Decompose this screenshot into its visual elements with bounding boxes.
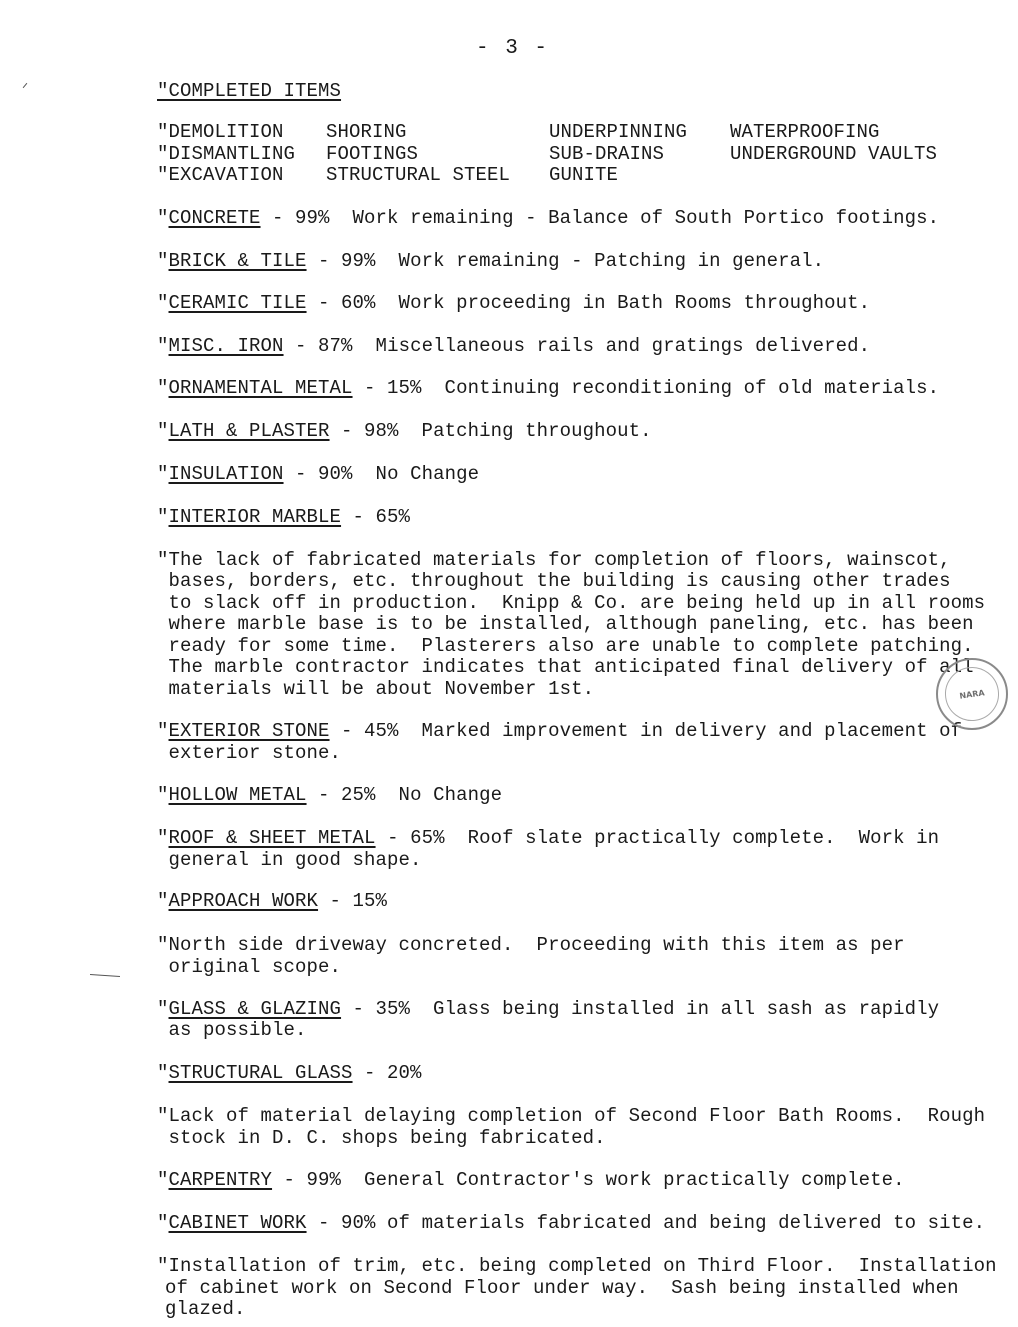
pencil-mark xyxy=(23,83,28,88)
item-name: CERAMIC TILE xyxy=(168,292,307,314)
completed-list-item: "DEMOLITION xyxy=(157,121,284,143)
quote-mark: " xyxy=(157,506,169,528)
item-status: - 99% General Contractor's work practically complete. xyxy=(272,1169,905,1191)
quote-mark: " xyxy=(157,890,169,912)
quote-mark: " xyxy=(157,463,169,485)
paragraph-line: "The lack of fabricated materials for completion of floors, wainscot, xyxy=(157,549,951,571)
item-status: - 87% Miscellaneous rails and gratings delivered. xyxy=(283,335,871,357)
completed-list-item: SUB-DRAINS xyxy=(549,143,665,165)
item-misc-iron xyxy=(157,336,870,358)
completed-list-item: SHORING xyxy=(326,121,407,143)
item-status: - 98% Patching throughout. xyxy=(329,420,652,442)
quote-mark: " xyxy=(157,1212,169,1234)
item-name: STRUCTURAL GLASS xyxy=(168,1062,353,1084)
item-insulation xyxy=(157,464,479,486)
item-hollow-metal xyxy=(157,785,502,807)
stamp-center-text: NARA xyxy=(958,687,986,701)
item-status: - 15% xyxy=(318,890,388,912)
item-name: CABINET WORK xyxy=(168,1212,307,1234)
quote-mark: " xyxy=(157,292,169,314)
paragraph-line: of cabinet work on Second Floor under way. Sash being installed when xyxy=(165,1277,959,1299)
item-ceramic-tile xyxy=(157,293,870,315)
paragraph-line: "Installation of trim, etc. being completed on Third Floor. Installation xyxy=(157,1255,997,1277)
paragraph-line: original scope. xyxy=(157,956,342,978)
item-name: EXTERIOR STONE xyxy=(168,720,330,742)
quote-mark: " xyxy=(157,720,169,742)
item-status: - 20% xyxy=(352,1062,422,1084)
quote-mark: " xyxy=(157,784,169,806)
item-name: MISC. IRON xyxy=(168,335,284,357)
completed-list-item: UNDERGROUND VAULTS xyxy=(730,143,938,165)
completed-list-item: "DISMANTLING xyxy=(157,143,296,165)
paragraph-line: materials will be about November 1st. xyxy=(157,678,595,700)
paragraph-line: "North side driveway concreted. Proceeding with this item as per xyxy=(157,934,905,956)
item-exterior-stone xyxy=(157,721,962,743)
completed-items-heading: "COMPLETED ITEMS xyxy=(157,80,342,102)
paragraph-line: bases, borders, etc. throughout the building is causing other trades xyxy=(157,570,951,592)
item-cabinet-work xyxy=(157,1213,985,1235)
item-glass-glazing xyxy=(157,999,939,1021)
paragraph-line: glazed. xyxy=(165,1298,246,1320)
item-name: INTERIOR MARBLE xyxy=(168,506,342,528)
item-status: - 90% of materials fabricated and being delivered to site. xyxy=(306,1212,986,1234)
paragraph-line: where marble base is to be installed, although paneling, etc. has been xyxy=(157,613,974,635)
quote-mark: " xyxy=(157,207,169,229)
paragraph-line: ready for some time. Plasterers also are unable to complete patching. xyxy=(157,635,974,657)
item-name: GLASS & GLAZING xyxy=(168,998,342,1020)
page-number: - 3 - xyxy=(476,37,550,60)
paragraph-line: general in good shape. xyxy=(157,849,422,871)
quote-mark: " xyxy=(157,420,169,442)
item-status: - 65% Roof slate practically complete. Work in xyxy=(375,827,940,849)
completed-list-item: STRUCTURAL STEEL xyxy=(326,164,511,186)
pencil-mark xyxy=(90,974,120,977)
item-status: - 60% Work proceeding in Bath Rooms throughout. xyxy=(306,292,871,314)
item-ornamental-metal xyxy=(157,378,939,400)
item-status: - 25% No Change xyxy=(306,784,503,806)
item-name: CONCRETE xyxy=(168,207,261,229)
paragraph-line: The marble contractor indicates that anticipated final delivery of all xyxy=(157,656,974,678)
quote-mark: " xyxy=(157,827,169,849)
item-name: HOLLOW METAL xyxy=(168,784,307,806)
item-carpentry xyxy=(157,1170,905,1192)
quote-mark: " xyxy=(157,335,169,357)
paragraph-line: exterior stone. xyxy=(157,742,342,764)
item-name: ORNAMENTAL METAL xyxy=(168,377,353,399)
item-status: - 99% Work remaining - Patching in general. xyxy=(306,250,825,272)
item-status: - 15% Continuing reconditioning of old materials. xyxy=(352,377,940,399)
item-roof-sheet-metal xyxy=(157,828,939,850)
completed-list-item: GUNITE xyxy=(549,164,619,186)
paragraph-line: "Lack of material delaying completion of Second Floor Bath Rooms. Rough xyxy=(157,1105,986,1127)
item-name: BRICK & TILE xyxy=(168,250,307,272)
archive-stamp xyxy=(936,658,1008,730)
quote-mark: " xyxy=(157,1062,169,1084)
quote-mark: " xyxy=(157,250,169,272)
item-status: - 35% Glass being installed in all sash as rapidly xyxy=(341,998,940,1020)
item-name: LATH & PLASTER xyxy=(168,420,330,442)
item-status: - 45% Marked improvement in delivery and placement of xyxy=(329,720,963,742)
item-name: CARPENTRY xyxy=(168,1169,273,1191)
quote-mark: " xyxy=(157,998,169,1020)
item-status: - 99% Work remaining - Balance of South Portico footings. xyxy=(260,207,940,229)
paragraph-line: stock in D. C. shops being fabricated. xyxy=(157,1127,606,1149)
item-concrete xyxy=(157,208,939,230)
item-name: ROOF & SHEET METAL xyxy=(168,827,376,849)
item-interior-marble xyxy=(157,507,410,529)
completed-list-item: "EXCAVATION xyxy=(157,164,284,186)
item-brick-tile xyxy=(157,251,824,273)
stamp-ring xyxy=(942,664,1003,725)
item-approach-work xyxy=(157,891,387,913)
quote-mark: " xyxy=(157,377,169,399)
paragraph-line: as possible. xyxy=(157,1019,307,1041)
item-lath-plaster xyxy=(157,421,652,443)
item-name: INSULATION xyxy=(168,463,284,485)
quote-mark: " xyxy=(157,1169,169,1191)
item-status: - 65% xyxy=(341,506,411,528)
completed-list-item: FOOTINGS xyxy=(326,143,419,165)
completed-list-item: UNDERPINNING xyxy=(549,121,688,143)
item-structural-glass xyxy=(157,1063,422,1085)
completed-list-item: WATERPROOFING xyxy=(730,121,880,143)
paragraph-line: to slack off in production. Knipp & Co. are being held up in all rooms xyxy=(157,592,986,614)
item-status: - 90% No Change xyxy=(283,463,480,485)
item-name: APPROACH WORK xyxy=(168,890,319,912)
